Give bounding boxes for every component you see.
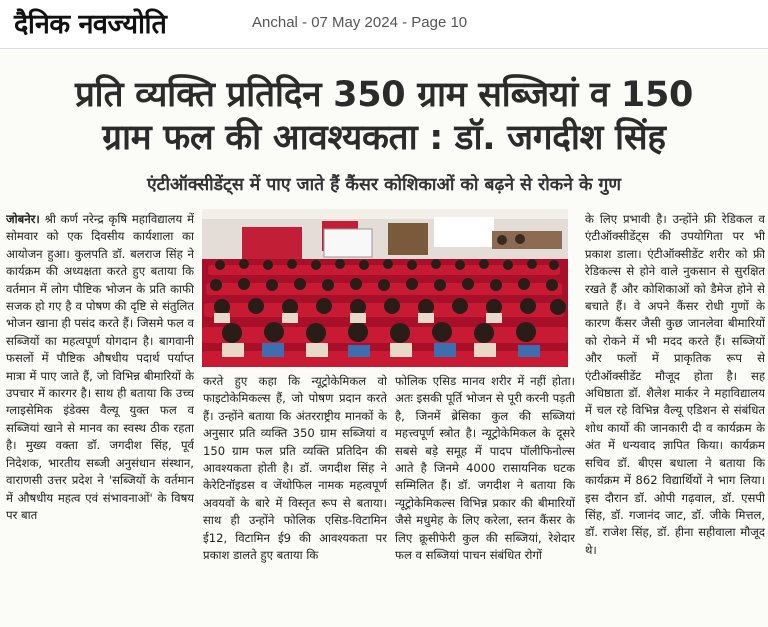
page-header — [0, 0, 768, 48]
article-column-1 — [6, 211, 194, 623]
newspaper-masthead: दैनिक नवज्योति — [14, 9, 167, 40]
headline-line-2: ग्राम फल की आवश्यकता : डॉ. जगदीश सिंह — [102, 118, 666, 158]
article-column-4: के लिए प्रभावी है। उन्होंने फ्री रेडिकल व एंटीऑक्सीडेंट्स की उपयोगिता पर भी प्रकाश डाला। एंटीऑक्सीडेंट शरीर को फ्री रेडिकल्स से होने वाले नुकसान से सुरक्षित रखते हैं और कोशिकाओं को डैमेज होने से बचाते हैं। वे अपने कैंसर रोधी गुणों के कारण कैंसर जैसी कुछ जानलेवा बीमारियों को रोकने में भी मदद करते हैं। सब्जियों और फलों में प्राकृतिक रूप से एंटीऑक्सीडेंट मौजूद होता है। सह अधिष्ठाता डॉ. शैलेश मार्कर ने महाविद्यालय में चल रहे विभिन्न वैल्यू एडिशन से संबंधित शोध कार्यो की जानकारी दी व कार्यक्रम के अंत में धन्यवाद ज्ञापित किया। कार्यक्रम सचिव डॉ. बीएस बधाला ने बताया कि कार्यक्रम में 862 विद्यार्थियों ने भाग लिया। इस दौरान डॉ. ओपी गढ़वाल, डॉ. एसपी सिंह, डॉ. गजानंद जाट, डॉ. जीके मित्तल, डॉ. राजेश सिंह, डॉ. हीना सहीवाला मौजूद थे। — [585, 212, 765, 557]
workshop-photo — [202, 209, 568, 367]
article-column-2: करते हुए कहा कि न्यूट्रोकेमिकल वो फाइटोकेमिकल्स हैं, जो पोषण प्रदान करते हैं। उन्होंने बताया कि अंतरराष्ट्रीय मानकों के अनुसार प्रति व्यक्ति 350 ग्राम सब्जियां व 150 ग्राम फल प्रति व्यक्ति प्रतिदिन की आवश्यकता होती है। डॉ. जगदीश सिंह ने केरेटिनॉइडस व जेंथोफिल नामक महत्वपूर्ण अवयवों के बारे में विस्तृत रूप से बताया। साथ ही उन्होंने फोलिक एसिड-विटामिन ई12, विटामिन ई9 की आवश्यकता पर प्रकाश डालते हुए बताया कि — [203, 374, 387, 563]
column-1-text: श्री कर्ण नरेन्द्र कृषि महाविद्यालय में सोमवार को एक दिवसीय कार्यशाला का आयोजन हुआ। कुलपति डॉ. बलराज सिंह ने कार्यक्रम की अध्यक्षता करते हुए बताया कि वर्तमान में लोग पौष्टिक भोजन के प्रति काफी सजक हो गए है व पोषण की दृष्टि से संतुलित भोजन खाना ही पसंद करते हैं। जिसमे फल व सब्जियों का महत्वपूर्ण योगदान है। बागवानी फसलों में पौष्टिक औषधीय पदार्थ पर्याप्त मात्रा में पाए जाते हैं, जो विभिन्न बीमारियों के उपचार में कारगर है। साथ ही बताया कि उच्च ग्लाइसेमिक इंडेक्स वैल्यू युक्त फल व सब्जियां खाने से मानव का स्वस्थ ठीक रहता है। मुख्य वक्ता डॉ. जगदीश सिंह, पूर्व निदेशक, भारतीय सब्जी अनुसंधान संस्थान, वाराणसी उत्तर प्रदेश ने 'सब्जियों के वर्तमान में औषधीय महत्व एवं संभावनाओं' के विषय पर बात — [6, 212, 194, 522]
header-divider — [0, 48, 768, 49]
edition-label: Anchal - 07 May 2024 - Page 10 — [252, 14, 468, 31]
auditorium-audience-image — [202, 209, 568, 367]
subheadline: एंटीऑक्सीडेंट्स में पाए जाते हैं कैंसर कोशिकाओं को बढ़ने से रोकने के गुण — [146, 175, 622, 195]
headline-line-1: प्रति व्यक्ति प्रतिदिन 350 ग्राम सब्जियां व 150 — [74, 75, 694, 115]
article-column-3: फोलिक एसिड मानव शरीर में नहीं होता। अतः इसकी पूर्ति भोजन से पूरी करनी पड़ती है, जिनमें ब्रेसिका कुल की सब्जियां महत्त्वपूर्ण स्त्रोत है। न्यूट्रोकेमिकल के दूसरे सबसे बड़े समूह में पादप पॉलीफिनोल्स आते है जिनमे 4000 रासायनिक घटक सम्मिलित हैं। डॉ. जगदीश ने बताया कि न्यूट्रोकेमिकल्स विभिन्न प्रकार की बीमारियों जैसे मधुमेह के लिए करेला, स्तन कैंसर के लिए क्रूसीफेरी कुल की सब्जियां, रेशेदार फल व सब्जियां पाचन संबंधित रोगों — [395, 374, 575, 563]
dateline: जोबनेर। — [6, 212, 40, 226]
